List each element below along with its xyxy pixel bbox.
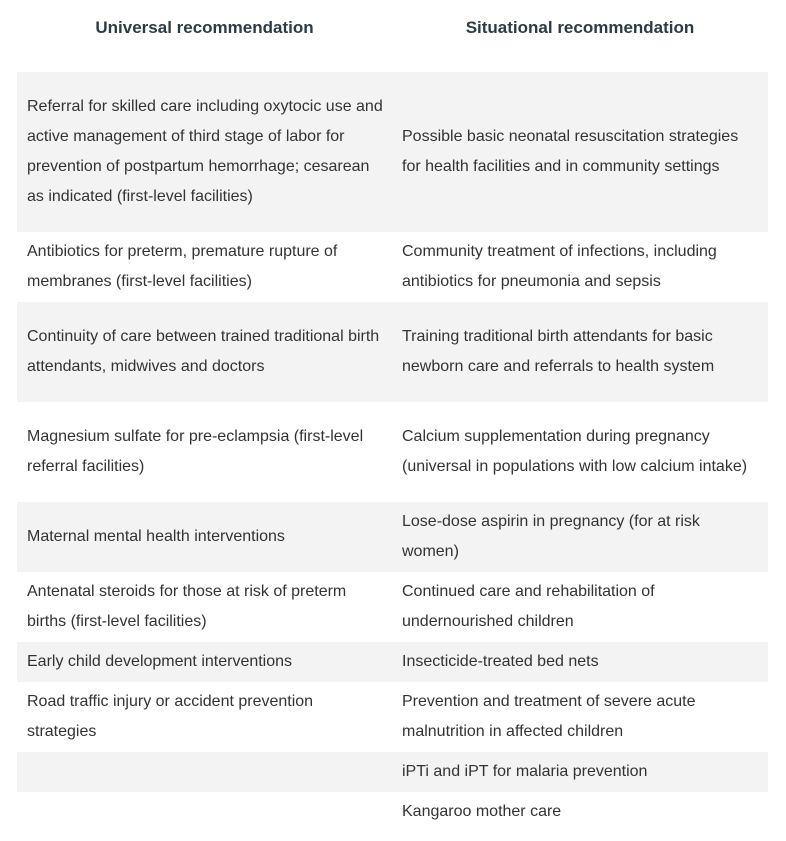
cell-situational: Community treatment of infections, including antibiotics for pneumonia and sepsis	[402, 243, 717, 290]
cell-universal: Antenatal steroids for those at risk of preterm births (first-level facilities)	[27, 583, 347, 630]
header-universal: Universal recommendation	[95, 18, 314, 37]
table-row	[17, 792, 768, 832]
cell-situational: Insecticide-treated bed nets	[402, 653, 599, 670]
table-row	[17, 572, 768, 642]
table-row	[17, 682, 768, 752]
cell-universal: Early child development interventions	[27, 653, 293, 670]
cell-situational: Lose-dose aspirin in pregnancy (for at risk women)	[402, 513, 700, 560]
cell-universal: Magnesium sulfate for pre-eclampsia (first-level referral facilities)	[27, 428, 364, 475]
cell-universal: Referral for skilled care including oxytocic use and active management of third stage of labor for prevention of postpartum hemorrhage; cesarean as indicated (first-level facilities)	[27, 98, 383, 205]
cell-universal	[17, 807, 392, 817]
table-row	[17, 302, 768, 402]
table-row	[17, 502, 768, 572]
cell-situational: Kangaroo mother care	[402, 803, 562, 820]
cell-situational: Possible basic neonatal resuscitation strategies for health facilities and in community settings	[402, 128, 739, 175]
cell-situational: Prevention and treatment of severe acute malnutrition in affected children	[402, 693, 696, 740]
cell-situational: Training traditional birth attendants for basic newborn care and referrals to health system	[402, 328, 715, 375]
cell-situational: Calcium supplementation during pregnancy (universal in populations with low calcium intake)	[402, 428, 748, 475]
cell-universal: Road traffic injury or accident prevention strategies	[27, 693, 314, 740]
recommendations-table	[17, 0, 768, 832]
table-row	[17, 72, 768, 232]
cell-universal	[17, 767, 392, 777]
table-row	[17, 642, 768, 682]
table-header	[17, 0, 768, 72]
cell-universal: Continuity of care between trained traditional birth attendants, midwives and doctors	[27, 328, 380, 375]
cell-situational: iPTi and iPT for malaria prevention	[402, 763, 648, 780]
cell-situational: Continued care and rehabilitation of undernourished children	[402, 583, 655, 630]
cell-universal: Maternal mental health interventions	[27, 528, 285, 545]
table-row	[17, 402, 768, 502]
table-row	[17, 232, 768, 302]
table-row	[17, 752, 768, 792]
header-situational: Situational recommendation	[465, 18, 695, 37]
cell-universal: Antibiotics for preterm, premature rupture of membranes (first-level facilities)	[27, 243, 338, 290]
